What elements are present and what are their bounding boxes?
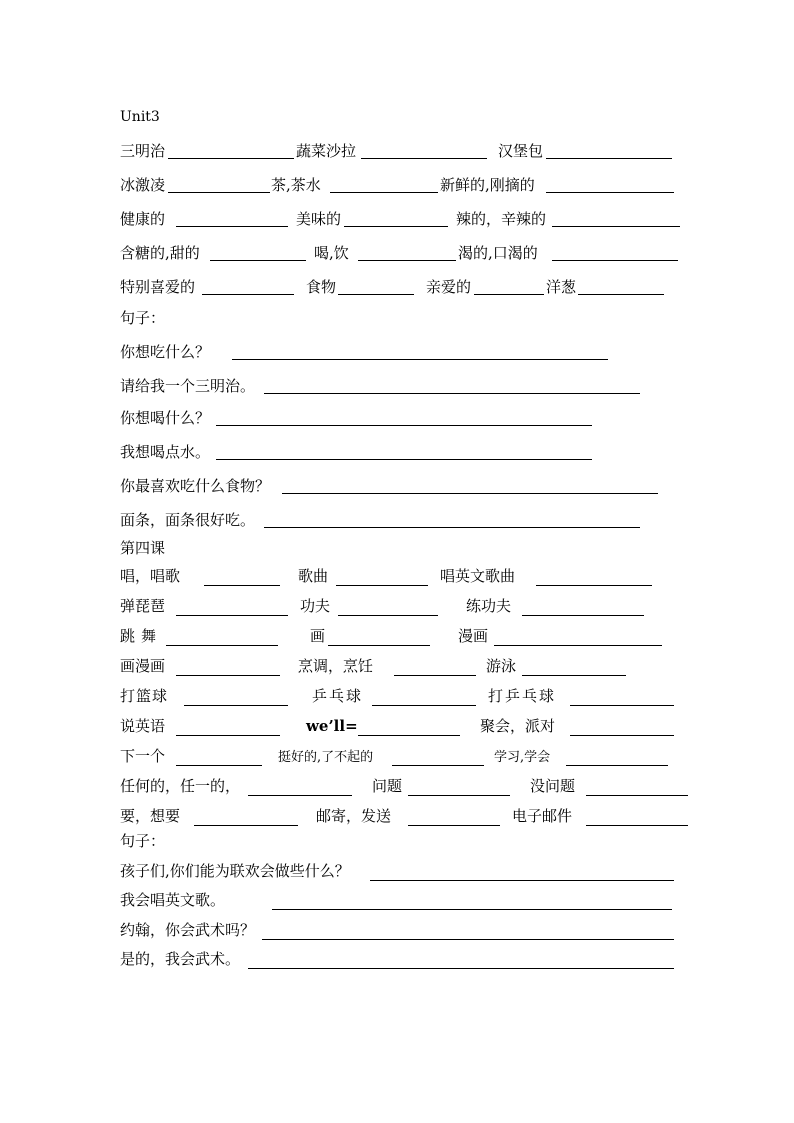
answer-blank[interactable] xyxy=(570,735,674,736)
vocab-word: 电子邮件 xyxy=(512,807,573,825)
vocab-word: 含糖的,甜的 xyxy=(120,244,200,262)
vocab-word: 汉堡包 xyxy=(498,142,544,160)
vocab-word: we’ll= xyxy=(306,717,358,735)
answer-blank[interactable] xyxy=(546,192,674,193)
vocab-word: 唱英文歌曲 xyxy=(440,567,516,585)
answer-blank[interactable] xyxy=(184,705,288,706)
vocab-word: 食物 xyxy=(306,278,337,296)
vocab-word: 歌曲 xyxy=(298,567,329,585)
answer-blank[interactable] xyxy=(336,585,428,586)
vocab-word: 喝,饮 xyxy=(314,244,349,262)
answer-blank[interactable] xyxy=(248,968,674,969)
answer-blank[interactable] xyxy=(176,675,280,676)
vocab-word: 说英语 xyxy=(120,717,166,735)
vocab-word: 邮寄，发送 xyxy=(316,807,392,825)
answer-blank[interactable] xyxy=(522,615,644,616)
vocab-word: 没问题 xyxy=(530,777,576,795)
vocab-word: 乒乓球 xyxy=(312,687,364,705)
answer-blank[interactable] xyxy=(344,226,448,227)
answer-blank[interactable] xyxy=(338,615,438,616)
vocab-word: 渴的,口渴的 xyxy=(458,244,538,262)
lesson4-heading: 第四课 xyxy=(120,539,166,557)
vocab-word: 漫画 xyxy=(458,627,489,645)
vocab-word: 学习,学会 xyxy=(494,750,551,765)
sentence-prompt: 你想吃什么？ xyxy=(120,343,211,361)
vocab-word: 要，想要 xyxy=(120,807,181,825)
vocab-word: 练功夫 xyxy=(466,597,512,615)
vocab-word: 挺好的,了不起的 xyxy=(278,750,374,765)
answer-blank[interactable] xyxy=(578,294,664,295)
answer-blank[interactable] xyxy=(408,795,510,796)
answer-blank[interactable] xyxy=(282,493,658,494)
sentence-prompt: 面条，面条很好吃。 xyxy=(120,511,256,529)
answer-blank[interactable] xyxy=(262,939,674,940)
answer-blank[interactable] xyxy=(586,825,688,826)
answer-blank[interactable] xyxy=(328,645,430,646)
vocab-word: 美味的 xyxy=(296,210,342,228)
answer-blank[interactable] xyxy=(248,795,352,796)
answer-blank[interactable] xyxy=(546,158,672,159)
answer-blank[interactable] xyxy=(166,645,278,646)
vocab-word: 三明治 xyxy=(120,142,166,160)
answer-blank[interactable] xyxy=(232,359,608,360)
unit3-heading: Unit3 xyxy=(120,109,160,125)
answer-blank[interactable] xyxy=(210,260,306,261)
answer-blank[interactable] xyxy=(176,735,280,736)
vocab-word: 聚会，派对 xyxy=(480,717,556,735)
sentences-label: 句子： xyxy=(120,832,166,850)
vocab-word: 唱，唱歌 xyxy=(120,567,181,585)
answer-blank[interactable] xyxy=(552,226,680,227)
answer-blank[interactable] xyxy=(194,825,298,826)
answer-blank[interactable] xyxy=(358,260,456,261)
sentence-prompt: 我想喝点水。 xyxy=(120,443,211,461)
vocab-word: 画 xyxy=(310,627,326,645)
answer-blank[interactable] xyxy=(168,192,270,193)
vocab-word: 特别喜爱的 xyxy=(120,278,196,296)
answer-blank[interactable] xyxy=(494,645,662,646)
sentence-prompt: 是的，我会武术。 xyxy=(120,950,241,968)
answer-blank[interactable] xyxy=(522,675,626,676)
vocab-word: 功夫 xyxy=(300,597,331,615)
sentence-prompt: 请给我一个三明治。 xyxy=(120,377,256,395)
vocab-word: 辣的，辛辣的 xyxy=(456,210,547,228)
answer-blank[interactable] xyxy=(392,765,484,766)
vocab-word: 打篮球 xyxy=(120,687,169,705)
answer-blank[interactable] xyxy=(176,615,288,616)
vocab-word: 任何的，任一的， xyxy=(120,777,241,795)
answer-blank[interactable] xyxy=(536,585,652,586)
vocab-word: 亲爱的 xyxy=(426,278,472,296)
vocab-word: 洋葱 xyxy=(546,278,577,296)
sentence-prompt: 孩子们,你们能为联欢会做些什么？ xyxy=(120,862,350,880)
answer-blank[interactable] xyxy=(361,158,487,159)
vocab-word: 游泳 xyxy=(486,657,517,675)
answer-blank[interactable] xyxy=(394,675,476,676)
vocab-word: 下一个 xyxy=(120,747,166,765)
vocab-word: 打乒乓球 xyxy=(488,687,557,705)
answer-blank[interactable] xyxy=(372,705,476,706)
vocab-word: 烹调，烹饪 xyxy=(298,657,374,675)
sentence-prompt: 你最喜欢吃什么食物？ xyxy=(120,477,271,495)
answer-blank[interactable] xyxy=(570,705,674,706)
answer-blank[interactable] xyxy=(370,880,674,881)
sentence-prompt: 约翰，你会武术吗？ xyxy=(120,921,256,939)
vocab-word: 冰激凌 xyxy=(120,176,166,194)
answer-blank[interactable] xyxy=(216,459,592,460)
answer-blank[interactable] xyxy=(176,226,288,227)
answer-blank[interactable] xyxy=(272,909,672,910)
answer-blank[interactable] xyxy=(566,765,668,766)
vocab-word: 蔬菜沙拉 xyxy=(296,142,357,160)
answer-blank[interactable] xyxy=(168,158,294,159)
vocab-word: 健康的 xyxy=(120,210,166,228)
answer-blank[interactable] xyxy=(216,425,592,426)
sentence-prompt: 我会唱英文歌。 xyxy=(120,891,226,909)
sentence-prompt: 你想喝什么？ xyxy=(120,409,211,427)
answer-blank[interactable] xyxy=(264,393,640,394)
answer-blank[interactable] xyxy=(408,825,500,826)
answer-blank[interactable] xyxy=(338,294,414,295)
answer-blank[interactable] xyxy=(264,527,640,528)
answer-blank[interactable] xyxy=(358,735,460,736)
vocab-word: 茶,茶水 xyxy=(271,176,321,194)
answer-blank[interactable] xyxy=(176,765,262,766)
sentences-label: 句子： xyxy=(120,309,166,327)
vocab-word: 新鲜的,刚摘的 xyxy=(440,176,535,194)
vocab-word: 弹琵琶 xyxy=(120,597,166,615)
answer-blank[interactable] xyxy=(474,294,544,295)
answer-blank[interactable] xyxy=(330,192,438,193)
vocab-word: 画漫画 xyxy=(120,657,166,675)
answer-blank[interactable] xyxy=(552,260,678,261)
answer-blank[interactable] xyxy=(586,795,688,796)
vocab-word: 问题 xyxy=(372,777,403,795)
answer-blank[interactable] xyxy=(204,585,280,586)
vocab-word: 跳舞 xyxy=(120,627,163,645)
answer-blank[interactable] xyxy=(202,294,294,295)
